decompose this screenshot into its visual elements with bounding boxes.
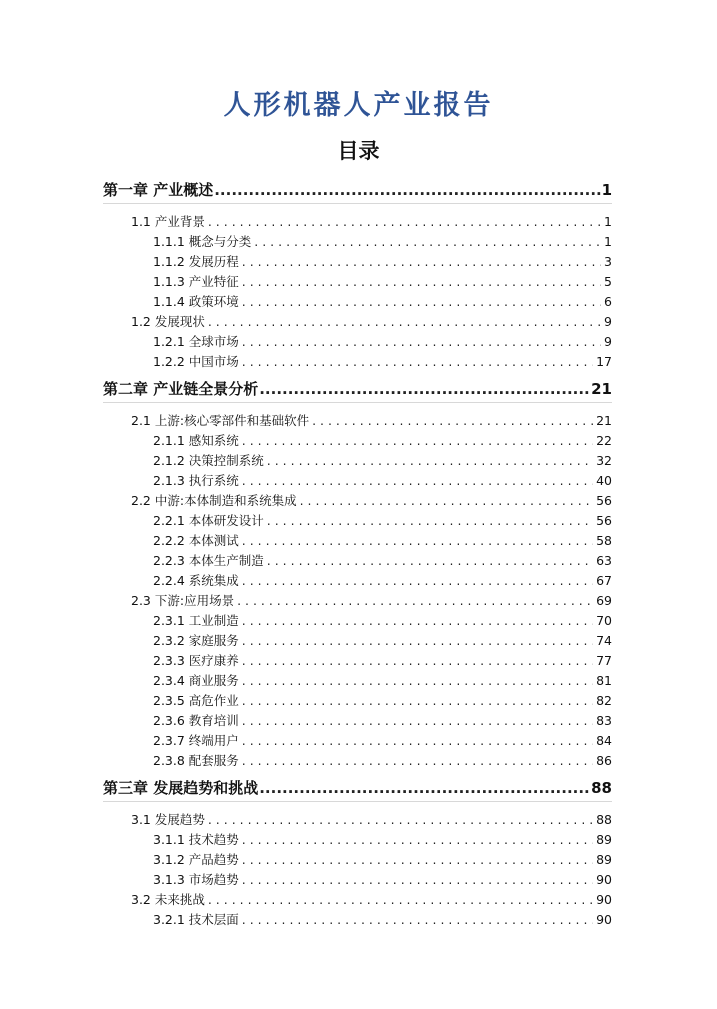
toc-entry-label: 1.1 产业背景 xyxy=(131,214,205,229)
toc-page-number: 21 xyxy=(596,413,612,428)
toc-subsection-entry[interactable] xyxy=(103,292,612,312)
toc-entry-label: 1.1.3 产业特征 xyxy=(153,274,239,289)
toc-chapter-entry[interactable] xyxy=(103,177,612,204)
toc-subsection-entry[interactable] xyxy=(103,711,612,731)
toc-subsection-entry[interactable] xyxy=(103,631,612,651)
toc-section-entry[interactable] xyxy=(103,591,612,611)
toc-dot-leader xyxy=(208,312,601,332)
toc-entry-label: 1.2 发展现状 xyxy=(131,314,205,329)
toc-entry-label: 2.3.3 医疗康养 xyxy=(153,653,239,668)
toc-subsection-entry[interactable] xyxy=(103,232,612,252)
toc-dot-leader xyxy=(242,332,601,352)
toc-dot-leader xyxy=(259,775,590,801)
toc-page-number: 90 xyxy=(596,892,612,907)
toc-entry-label: 3.2.1 技术层面 xyxy=(153,912,239,927)
toc-dot-leader xyxy=(208,890,593,910)
toc-dot-leader xyxy=(254,232,601,252)
toc-entry-label: 第三章 发展趋势和挑战 xyxy=(103,779,259,797)
toc-entry-label: 3.1.1 技术趋势 xyxy=(153,832,239,847)
toc-entry-label: 2.3.5 高危作业 xyxy=(153,693,239,708)
toc-dot-leader xyxy=(242,252,601,272)
toc-page-number: 21 xyxy=(591,380,612,398)
toc-page-number: 70 xyxy=(596,613,612,628)
toc-entry-label: 2.1.2 决策控制系统 xyxy=(153,453,264,468)
toc-entry-label: 2.1.1 感知系统 xyxy=(153,433,239,448)
toc-chapter-entry[interactable] xyxy=(103,775,612,802)
toc-page-number: 88 xyxy=(591,779,612,797)
toc-page-number: 83 xyxy=(596,713,612,728)
toc-entry-label: 2.1.3 执行系统 xyxy=(153,473,239,488)
toc-dot-leader xyxy=(242,671,593,691)
toc-subsection-entry[interactable] xyxy=(103,471,612,491)
toc-entry-label: 2.2.3 本体生产制造 xyxy=(153,553,264,568)
toc-dot-leader xyxy=(242,850,593,870)
toc-dot-leader xyxy=(242,471,593,491)
toc-dot-leader xyxy=(259,376,590,402)
toc-dot-leader xyxy=(242,651,593,671)
toc-dot-leader xyxy=(300,491,594,511)
toc-section-entry[interactable] xyxy=(103,810,612,830)
toc-page-number: 1 xyxy=(604,234,612,249)
toc-entry-label: 第二章 产业链全景分析 xyxy=(103,380,259,398)
toc-entry-label: 2.3.8 配套服务 xyxy=(153,753,239,768)
toc-section-entry[interactable] xyxy=(103,312,612,332)
toc-dot-leader xyxy=(242,870,593,890)
toc-subsection-entry[interactable] xyxy=(103,551,612,571)
toc-entry-label: 3.1.3 市场趋势 xyxy=(153,872,239,887)
toc-entry-label: 3.2 未来挑战 xyxy=(131,892,205,907)
toc-page-number: 1 xyxy=(601,181,612,199)
toc-subsection-entry[interactable] xyxy=(103,870,612,890)
toc-dot-leader xyxy=(242,611,593,631)
toc-page-number: 9 xyxy=(604,314,612,329)
toc-entry-label: 1.1.2 发展历程 xyxy=(153,254,239,269)
toc-chapter-entry[interactable] xyxy=(103,376,612,403)
toc-page-number: 84 xyxy=(596,733,612,748)
toc-page-number: 69 xyxy=(596,593,612,608)
toc-entry-label: 2.3.2 家庭服务 xyxy=(153,633,239,648)
toc-dot-leader xyxy=(267,511,593,531)
toc-subsection-entry[interactable] xyxy=(103,691,612,711)
toc-dot-leader xyxy=(214,177,600,203)
toc-subsection-entry[interactable] xyxy=(103,451,612,471)
toc-entry-label: 1.1.1 概念与分类 xyxy=(153,234,252,249)
toc-page-number: 88 xyxy=(596,812,612,827)
toc-section-entry[interactable] xyxy=(103,212,612,232)
toc-entry-label: 1.2.1 全球市场 xyxy=(153,334,239,349)
toc-page-number: 90 xyxy=(596,912,612,927)
toc-dot-leader xyxy=(267,551,593,571)
table-of-contents xyxy=(103,177,612,930)
toc-page-number: 9 xyxy=(604,334,612,349)
toc-entry-label: 2.3.1 工业制造 xyxy=(153,613,239,628)
toc-entry-label: 2.2.2 本体测试 xyxy=(153,533,239,548)
toc-subsection-entry[interactable] xyxy=(103,431,612,451)
toc-entry-label: 1.1.4 政策环境 xyxy=(153,294,239,309)
toc-dot-leader xyxy=(208,212,601,232)
toc-page-number: 56 xyxy=(596,513,612,528)
toc-subsection-entry[interactable] xyxy=(103,651,612,671)
toc-entry-label: 2.3.6 教育培训 xyxy=(153,713,239,728)
toc-entry-label: 2.2.4 系统集成 xyxy=(153,573,239,588)
toc-dot-leader xyxy=(237,591,593,611)
toc-subsection-entry[interactable] xyxy=(103,511,612,531)
toc-dot-leader xyxy=(208,810,593,830)
toc-section-entry[interactable] xyxy=(103,491,612,511)
toc-page-number: 82 xyxy=(596,693,612,708)
toc-section-entry[interactable] xyxy=(103,890,612,910)
toc-dot-leader xyxy=(242,292,601,312)
toc-page-number: 89 xyxy=(596,852,612,867)
toc-page-number: 86 xyxy=(596,753,612,768)
toc-subsection-entry[interactable] xyxy=(103,611,612,631)
toc-dot-leader xyxy=(242,731,593,751)
toc-page-number: 5 xyxy=(604,274,612,289)
toc-page-number: 74 xyxy=(596,633,612,648)
toc-subsection-entry[interactable] xyxy=(103,850,612,870)
toc-entry-label: 第一章 产业概述 xyxy=(103,181,214,199)
toc-page-number: 56 xyxy=(596,493,612,508)
toc-dot-leader xyxy=(242,571,593,591)
toc-page-number: 90 xyxy=(596,872,612,887)
toc-page-number: 32 xyxy=(596,453,612,468)
toc-subsection-entry[interactable] xyxy=(103,352,612,372)
toc-page-number: 58 xyxy=(596,533,612,548)
toc-page-number: 89 xyxy=(596,832,612,847)
toc-heading: 目录 xyxy=(337,139,380,163)
toc-dot-leader xyxy=(242,910,593,930)
toc-dot-leader xyxy=(267,451,593,471)
toc-section-entry[interactable] xyxy=(103,411,612,431)
toc-page-number: 6 xyxy=(604,294,612,309)
toc-page-number: 17 xyxy=(596,354,612,369)
toc-subsection-entry[interactable] xyxy=(103,671,612,691)
toc-subsection-entry[interactable] xyxy=(103,531,612,551)
toc-dot-leader xyxy=(242,531,593,551)
toc-page-number: 40 xyxy=(596,473,612,488)
toc-entry-label: 3.1 发展趋势 xyxy=(131,812,205,827)
toc-entry-label: 2.2.1 本体研发设计 xyxy=(153,513,264,528)
toc-entry-label: 2.3.7 终端用户 xyxy=(153,733,239,748)
toc-entry-label: 2.1 上游:核心零部件和基础软件 xyxy=(131,413,310,428)
toc-dot-leader xyxy=(242,691,593,711)
toc-entry-label: 2.3.4 商业服务 xyxy=(153,673,239,688)
toc-dot-leader xyxy=(242,352,593,372)
toc-dot-leader xyxy=(312,411,593,431)
toc-page-number: 63 xyxy=(596,553,612,568)
toc-subsection-entry[interactable] xyxy=(103,332,612,352)
toc-dot-leader xyxy=(242,830,593,850)
toc-dot-leader xyxy=(242,631,593,651)
toc-page-number: 3 xyxy=(604,254,612,269)
toc-dot-leader xyxy=(242,431,593,451)
toc-page-number: 67 xyxy=(596,573,612,588)
toc-page-number: 81 xyxy=(596,673,612,688)
toc-page-number: 22 xyxy=(596,433,612,448)
toc-entry-label: 2.3 下游:应用场景 xyxy=(131,593,235,608)
toc-subsection-entry[interactable] xyxy=(103,910,612,930)
toc-entry-label: 2.2 中游:本体制造和系统集成 xyxy=(131,493,297,508)
document-title: 人形机器人产业报告 xyxy=(223,90,494,121)
toc-dot-leader xyxy=(242,711,593,731)
toc-dot-leader xyxy=(242,272,601,292)
toc-page-number: 77 xyxy=(596,653,612,668)
toc-subsection-entry[interactable] xyxy=(103,571,612,591)
toc-subsection-entry[interactable] xyxy=(103,751,612,771)
toc-page-number: 1 xyxy=(604,214,612,229)
toc-subsection-entry[interactable] xyxy=(103,272,612,292)
toc-subsection-entry[interactable] xyxy=(103,731,612,751)
toc-subsection-entry[interactable] xyxy=(103,252,612,272)
toc-entry-label: 3.1.2 产品趋势 xyxy=(153,852,239,867)
toc-dot-leader xyxy=(242,751,593,771)
toc-entry-label: 1.2.2 中国市场 xyxy=(153,354,239,369)
toc-subsection-entry[interactable] xyxy=(103,830,612,850)
